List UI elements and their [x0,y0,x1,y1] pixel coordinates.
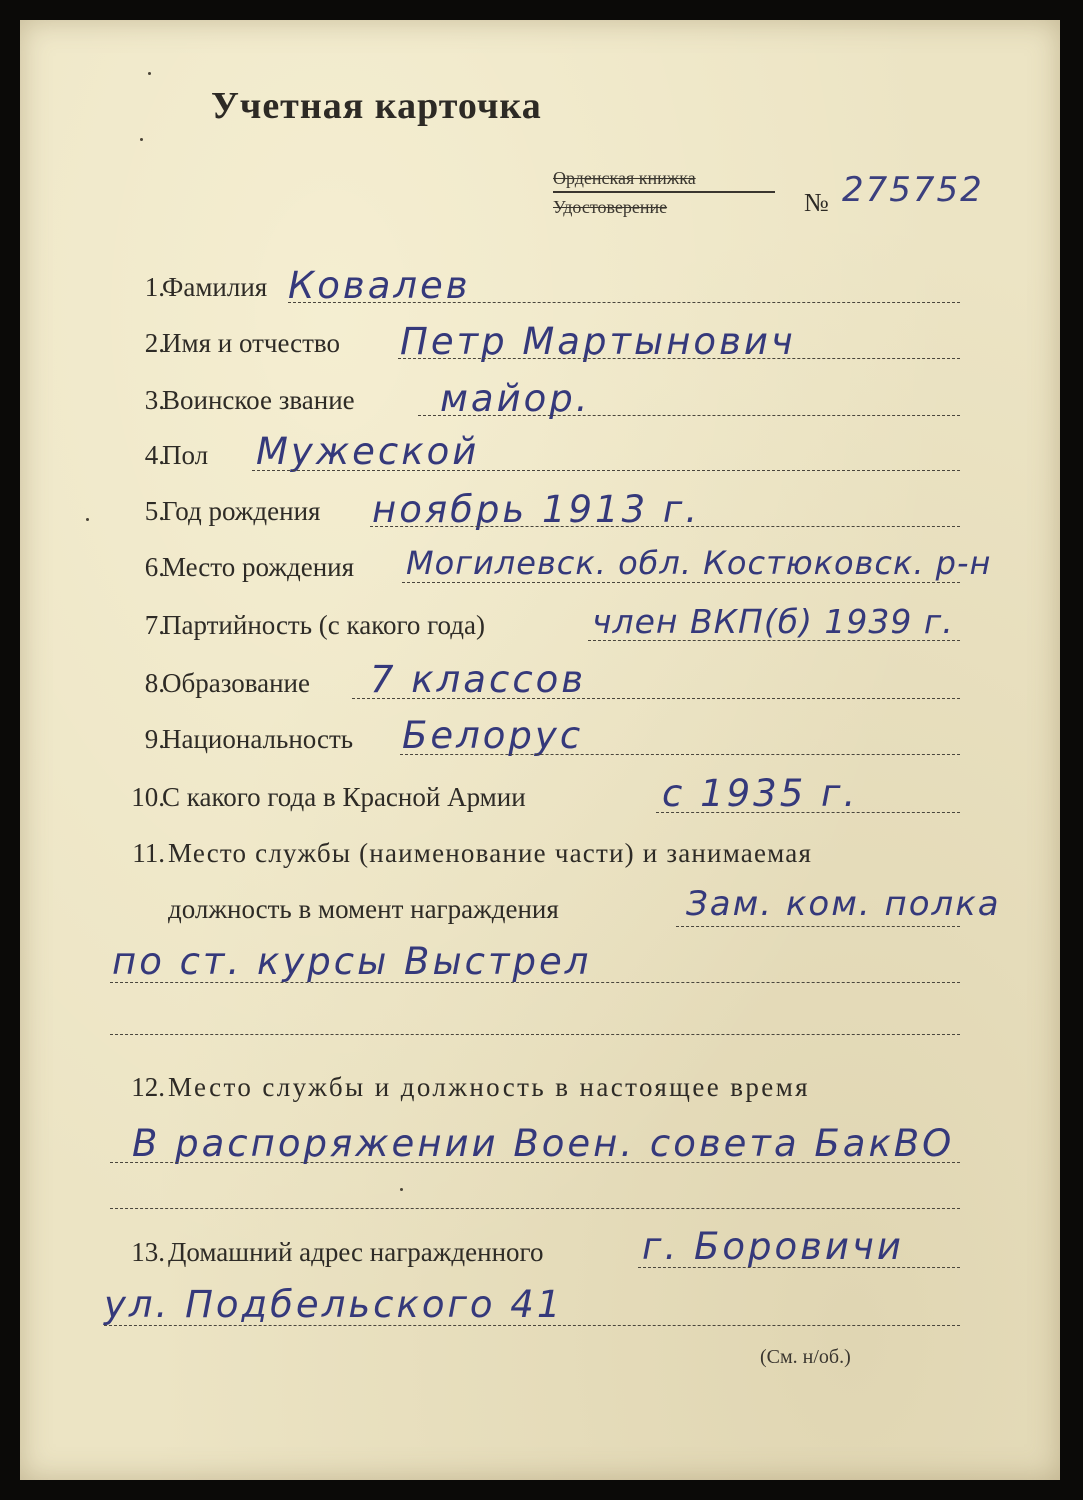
field-label: Образование [162,668,310,698]
field-education [20,656,1060,716]
field-label: С какого года в Красной Армии [162,782,526,812]
order-book-label: Орденская книжка [553,168,775,193]
field-service-place [20,826,1060,1036]
fill-line [110,982,960,983]
field-value: Могилевск. обл. Костюковск. р-н [406,544,992,582]
field-number: 10. [131,782,165,812]
field-birth-year [20,484,1060,544]
field-value: член ВКП(б) 1939 г. [592,602,954,641]
field-value: Ковалев [288,264,471,307]
field-sex [20,428,1060,488]
fill-line [588,640,960,641]
paper-speck [86,518,89,521]
field-army-since [20,770,1060,830]
field-number: 3. [144,385,165,415]
field-value: майор. [440,377,591,420]
fill-line [638,1267,960,1268]
field-label: Национальность [162,724,354,754]
fill-line [656,812,960,813]
field-number: 13. [131,1237,165,1267]
field-birth-place [20,540,1060,600]
field-number: 11. [132,838,165,868]
field-value: ноябрь 1913 г. [372,488,701,531]
field-value: с 1935 г. [662,772,859,815]
fill-line [288,302,960,303]
field-label: Воинское звание [162,385,355,415]
certificate-label: Удостоверение [553,197,668,217]
field-label: Имя и отчество [162,328,340,358]
field-number: 7. [144,610,165,640]
field-nationality [20,712,1060,772]
field-number: 2. [144,328,165,358]
fill-line [104,1325,960,1326]
field-value: Мужеской [256,430,480,473]
field-label: Пол [162,440,209,470]
registration-card [20,20,1060,1480]
see-reverse-note: (См. н/об.) [760,1346,851,1368]
field-rank [20,373,1060,433]
field-number: 1. [144,272,165,302]
field-number: 12. [131,1072,165,1102]
field-value: Белорус [402,714,584,757]
fill-line [110,1034,960,1035]
field-surname [20,260,1060,320]
field-value: В распоряжении Воен. совета БакВО [132,1122,955,1165]
order-book-header [553,168,775,218]
field-number: 6. [144,552,165,582]
field-label: Место рождения [162,552,355,582]
card-title: Учетная карточка [211,85,542,127]
fill-line [110,1162,960,1163]
field-home-address [20,1225,1060,1335]
field-number: 5. [144,496,165,526]
field-label-cont: должность в момент награждения [168,894,559,924]
number-sign: № [804,188,829,217]
fill-line [370,526,960,527]
fill-line [400,754,960,755]
field-value-cont: по ст. курсы Выстрел [112,940,592,983]
field-label: Домашний адрес награжденного [168,1237,544,1267]
fill-line [398,358,960,359]
field-label: Место службы (наименование части) и занимаемая [168,838,813,868]
field-current-service [20,1060,1060,1210]
fill-line [110,1208,960,1209]
fill-line [252,470,960,471]
fill-line [402,582,960,583]
paper-speck [148,72,151,75]
field-value: 7 классов [370,658,587,701]
field-name [20,316,1060,376]
fill-line [418,415,960,416]
field-value: Зам. ком. полка [686,884,1001,924]
field-number: 4. [144,440,165,470]
field-label: Партийность (с какого года) [162,610,485,640]
order-book-number: 275752 [842,170,984,210]
fill-line [352,698,960,699]
field-value: г. Боровичи [642,1225,904,1268]
paper-speck [140,138,143,141]
field-party [20,598,1060,658]
field-label: Год рождения [162,496,321,526]
field-label: Фамилия [162,272,268,302]
paper-speck [400,1188,403,1191]
field-number: 9. [144,724,165,754]
fill-line [676,926,960,927]
field-number: 8. [144,668,165,698]
field-label: Место службы и должность в настоящее время [168,1072,810,1102]
field-value: Петр Мартынович [400,320,796,363]
field-value-cont: ул. Подбельского 41 [104,1283,564,1326]
